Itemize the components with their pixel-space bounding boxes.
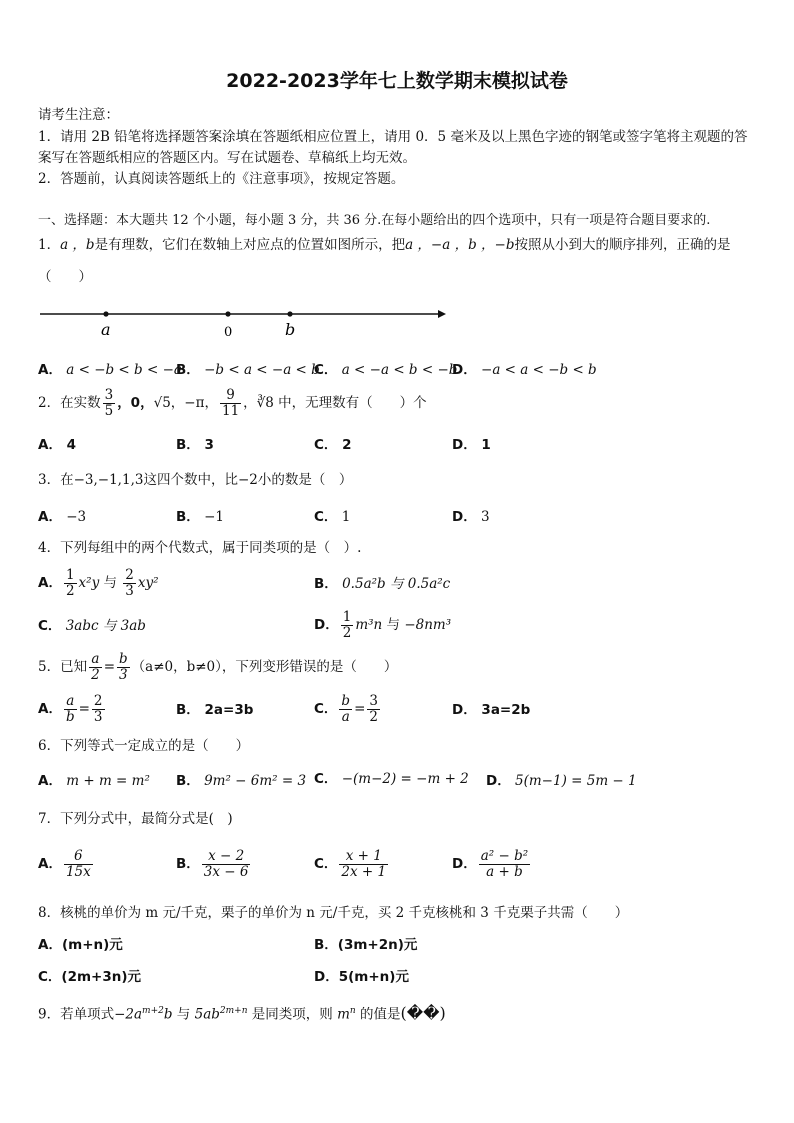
q4-option-d[interactable] bbox=[314, 608, 451, 642]
q6-option-b-label: B． bbox=[176, 773, 200, 789]
q8-option-b-label: B． bbox=[314, 937, 338, 953]
q3-option-b-label: B． bbox=[176, 509, 200, 525]
q5-option-c-label: C． bbox=[314, 701, 338, 717]
q3-option-d[interactable] bbox=[452, 508, 490, 526]
point-zero bbox=[225, 311, 230, 316]
q9-exp-n: n bbox=[349, 1006, 356, 1016]
q3-mid: 这四个数中，比 bbox=[143, 472, 238, 488]
q2-tail: 中，无理数有（ ）个 bbox=[273, 395, 427, 411]
q4-option-a-label: A． bbox=[38, 575, 62, 591]
q4-a-frac-1: $\frac{1}{2}$ bbox=[65, 567, 75, 599]
q4-a-frac-2: $\frac{2}{3}$ bbox=[125, 567, 134, 599]
q8-option-b-text: (3m+2n)元 bbox=[337, 937, 418, 953]
q7-option-c[interactable] bbox=[314, 847, 390, 881]
q1-option-d[interactable] bbox=[452, 361, 597, 379]
q4-a-term-2: xy² bbox=[137, 575, 159, 591]
question-6-stem: 6．下列等式一定成立的是（ ） bbox=[38, 738, 250, 754]
q2-sep-1: ，0， bbox=[117, 395, 154, 411]
q1-answer-paren: （ ） bbox=[38, 269, 92, 285]
q9-mid-2: 是同类项，则 bbox=[247, 1006, 338, 1023]
q6-option-c[interactable] bbox=[314, 770, 469, 788]
q8-option-c[interactable] bbox=[38, 968, 141, 986]
notice-line-2: 2．答题前，认真阅读答题纸上的《注意事项》，按规定答题。 bbox=[38, 171, 405, 187]
q4-option-b-label: B． bbox=[314, 576, 338, 592]
q7-option-a[interactable] bbox=[38, 847, 95, 881]
q7-option-d-label: D． bbox=[452, 856, 477, 872]
q7-c-fraction: $\frac{x + 1}{2x + 1}$ bbox=[341, 848, 387, 880]
q4-option-a[interactable] bbox=[38, 566, 159, 600]
question-5-stem bbox=[38, 650, 397, 684]
q8-option-a-label: A． bbox=[38, 937, 62, 953]
label-b: b bbox=[285, 320, 296, 339]
q5-option-a[interactable]: A． $\frac{a}{b}$ = $\frac{2}{3}$ bbox=[38, 693, 103, 725]
q1-option-d-text: −a < a < −b < b bbox=[481, 362, 597, 378]
q5-a-frac-1: $\frac{a}{b}$ bbox=[65, 693, 75, 725]
q1-option-a-text: a < −b < b < −a bbox=[66, 362, 182, 378]
question-1-stem bbox=[38, 236, 730, 254]
q1-option-b-text: −b < a < −a < b bbox=[204, 362, 320, 378]
point-a bbox=[103, 311, 108, 316]
q7-option-b-label: B． bbox=[176, 856, 200, 872]
q6-option-b-text: 9m² − 6m² = 3 bbox=[204, 773, 307, 789]
q6-option-c-text: −(m−2) = −m + 2 bbox=[341, 771, 469, 787]
q9-exp-2: 2m+n bbox=[219, 1006, 248, 1016]
q5-option-a-label: A． bbox=[38, 701, 62, 717]
q2-fraction-3-5: $\frac{3}{5}$ bbox=[104, 387, 114, 419]
q1-option-a-label: A． bbox=[38, 362, 62, 378]
q2-option-d-label: D． bbox=[452, 437, 477, 453]
q3-option-d-text: 3 bbox=[481, 509, 490, 525]
q9-paren: (��) bbox=[400, 1003, 446, 1023]
q4-option-c[interactable] bbox=[38, 617, 146, 635]
q2-sep-2: ， bbox=[170, 395, 185, 411]
q1-option-b-label: B． bbox=[176, 362, 200, 378]
q9-term-2: 5ab bbox=[194, 1006, 220, 1023]
q2-option-c-text: 2 bbox=[342, 437, 352, 453]
q2-fraction-9-11: $\frac{9}{11}$ bbox=[221, 387, 240, 419]
q2-sep-4: ， bbox=[243, 395, 257, 411]
q8-option-b[interactable] bbox=[314, 936, 417, 954]
q2-sep-3: ， bbox=[204, 395, 218, 411]
q1-option-c[interactable] bbox=[314, 361, 457, 379]
q2-option-a-text: 4 bbox=[66, 437, 77, 453]
q7-option-d[interactable] bbox=[452, 847, 532, 881]
q9-term-1: −2a bbox=[114, 1006, 143, 1023]
q4-a-mid: 与 bbox=[99, 575, 122, 591]
q2-option-d[interactable] bbox=[452, 436, 491, 454]
number-line bbox=[38, 302, 448, 342]
q5-number: 5．已知 bbox=[38, 659, 88, 675]
notice-line-1b: 案写在答题纸相应的答题区内。写在试题卷、草稿纸上均无效。 bbox=[38, 150, 416, 166]
q7-option-c-label: C． bbox=[314, 856, 338, 872]
q8-option-a-text: (m+n)元 bbox=[61, 937, 123, 953]
q2-option-d-text: 1 bbox=[481, 437, 491, 453]
q6-option-a[interactable] bbox=[38, 772, 150, 790]
q9-m: m bbox=[337, 1006, 350, 1023]
q1-vars-2: a ，−a ，b ，−b bbox=[405, 237, 515, 253]
page-title: 2022-2023学年七上数学期末模拟试卷 bbox=[226, 70, 568, 92]
q9-mid: 与 bbox=[172, 1006, 195, 1023]
q3-tail: 小的数是（ ） bbox=[257, 472, 353, 488]
q2-cbrt8: ∛8 bbox=[256, 395, 274, 411]
q2-option-a[interactable] bbox=[38, 436, 76, 454]
q2-neg-pi: −π bbox=[184, 395, 205, 411]
q8-option-c-label: C． bbox=[38, 969, 62, 985]
section-heading: 一、选择题：本大题共 12 个小题，每小题 3 分，共 36 分.在每小题给出的四个选项中，只有一项是符合题目要求的. bbox=[38, 213, 711, 228]
q4-d-frac: $\frac{1}{2}$ bbox=[342, 609, 352, 641]
q6-option-d-label: D． bbox=[486, 773, 511, 789]
q4-option-b-text: 0.5a²b 与 0.5a²c bbox=[342, 576, 451, 592]
q2-option-b[interactable] bbox=[176, 436, 214, 454]
q2-number: 2．在实数 bbox=[38, 395, 101, 411]
q1-text-1: 是有理数，它们在数轴上对应点的位置如图所示，把 bbox=[94, 237, 406, 253]
q7-a-fraction: $\frac{6}{15x}$ bbox=[65, 848, 91, 880]
q1-option-c-label: C． bbox=[314, 362, 338, 378]
notice-line-1a: 1．请用 2B 铅笔将选择题答案涂填在答题纸相应位置上，请用 0．5 毫米及以上黑色字迹的钢笔或签字笔将主观题的答 bbox=[38, 129, 748, 145]
number-line-arrow bbox=[438, 310, 446, 318]
q3-number: 3．在 bbox=[38, 472, 74, 488]
q5-c-frac-2: $\frac{3}{2}$ bbox=[369, 693, 378, 725]
q5-option-d-label: D． bbox=[452, 702, 477, 718]
point-b bbox=[287, 311, 292, 316]
question-4-stem: 4．下列每组中的两个代数式，属于同类项的是（ ）. bbox=[38, 540, 362, 556]
q5-option-b-text: 2a=3b bbox=[204, 702, 254, 718]
q5-option-d[interactable] bbox=[452, 701, 530, 719]
question-9-stem bbox=[38, 1002, 446, 1024]
q4-option-c-label: C． bbox=[38, 618, 62, 634]
q2-option-a-label: A． bbox=[38, 437, 62, 453]
q4-a-term-1: x²y bbox=[78, 575, 100, 591]
q2-option-c-label: C． bbox=[314, 437, 338, 453]
q3-option-a-label: A． bbox=[38, 509, 62, 525]
q9-term-1b: b bbox=[163, 1006, 173, 1023]
q8-option-d[interactable] bbox=[314, 968, 409, 986]
q4-option-d-label: D． bbox=[314, 617, 339, 633]
question-7-stem: 7．下列分式中，最简分式是( ) bbox=[38, 811, 233, 827]
q1-option-d-label: D． bbox=[452, 362, 477, 378]
question-8-stem: 8．核桃的单价为 m 元/千克，栗子的单价为 n 元/千克，买 2 千克核桃和 3 千克栗子共需（ ） bbox=[38, 905, 629, 921]
q3-option-b-text: −1 bbox=[204, 509, 224, 525]
q5-tail: （a≠0，b≠0），下列变形错误的是（ ） bbox=[131, 659, 398, 675]
q6-option-a-label: A． bbox=[38, 773, 62, 789]
q5-option-b-label: B． bbox=[176, 702, 200, 718]
q8-option-d-text: 5(m+n)元 bbox=[338, 969, 409, 985]
q6-option-d[interactable] bbox=[486, 772, 637, 790]
q5-c-frac-1: $\frac{b}{a}$ bbox=[341, 693, 351, 725]
q4-option-c-text: 3abc 与 3ab bbox=[65, 618, 146, 634]
q3-option-a-text: −3 bbox=[66, 509, 87, 525]
q2-option-b-text: 3 bbox=[204, 437, 214, 453]
q3-option-d-label: D． bbox=[452, 509, 477, 525]
q6-option-c-label: C． bbox=[314, 771, 338, 787]
q7-option-b[interactable] bbox=[176, 847, 252, 881]
q5-equals: = bbox=[103, 659, 115, 675]
q9-number: 9．若单项式 bbox=[38, 1006, 115, 1023]
q5-frac-a-2: $\frac{a}{2}$ bbox=[91, 651, 100, 683]
q3-option-c-label: C． bbox=[314, 509, 338, 525]
q3-option-c[interactable] bbox=[314, 508, 350, 526]
q5-option-b[interactable] bbox=[176, 701, 253, 719]
q4-option-b[interactable] bbox=[314, 575, 450, 593]
notice-heading: 请考生注意： bbox=[38, 107, 119, 123]
q1-option-a[interactable] bbox=[38, 361, 182, 379]
q7-b-fraction: $\frac{x - 2}{3x - 6}$ bbox=[203, 848, 249, 880]
q5-a-frac-2: $\frac{2}{3}$ bbox=[93, 693, 103, 725]
q3-option-b[interactable] bbox=[176, 508, 224, 526]
q2-option-c[interactable] bbox=[314, 436, 352, 454]
q1-number: 1． bbox=[38, 237, 61, 253]
q8-option-c-text: (2m+3n)元 bbox=[61, 969, 142, 985]
q8-option-d-label: D． bbox=[314, 969, 339, 985]
q3-option-a[interactable] bbox=[38, 508, 86, 526]
q6-option-a-text: m + m = m² bbox=[66, 773, 150, 789]
label-a: a bbox=[101, 320, 111, 339]
q5-option-c[interactable]: C． $\frac{b}{a}$ = $\frac{3}{2}$ bbox=[314, 693, 378, 725]
q6-option-d-text: 5(m−1) = 5m − 1 bbox=[515, 773, 637, 789]
q4-d-term-1: m³n bbox=[355, 617, 383, 633]
q6-option-b[interactable] bbox=[176, 772, 306, 790]
question-2-stem bbox=[38, 386, 427, 420]
q3-neg2: −2 bbox=[237, 472, 258, 488]
q7-option-a-label: A． bbox=[38, 856, 62, 872]
q5-option-d-text: 3a=2b bbox=[481, 702, 531, 718]
q8-option-a[interactable] bbox=[38, 936, 123, 954]
q1-vars-1: a ，b bbox=[60, 237, 95, 253]
label-zero: 0 bbox=[224, 325, 233, 340]
q1-option-b[interactable] bbox=[176, 361, 320, 379]
q2-option-b-label: B． bbox=[176, 437, 200, 453]
q1-text-2: 按照从小到大的顺序排列，正确的是 bbox=[514, 237, 731, 253]
q1-option-c-text: a < −a < b < −b bbox=[341, 362, 458, 378]
q9-exp-1: m+2 bbox=[142, 1006, 164, 1016]
q4-d-mid: 与 bbox=[382, 617, 405, 633]
q9-tail: 的值是 bbox=[355, 1006, 401, 1023]
q5-frac-b-3: $\frac{b}{3}$ bbox=[119, 651, 128, 683]
q3-option-c-text: 1 bbox=[341, 509, 351, 525]
question-3-stem bbox=[38, 471, 352, 489]
q4-d-term-2: −8nm³ bbox=[404, 617, 452, 633]
q7-d-fraction: $\frac{\text{a² − b²}}{a + b}$ bbox=[480, 848, 529, 880]
q3-numbers: −3,−1,1,3 bbox=[73, 472, 144, 488]
q2-sqrt5: √5 bbox=[153, 395, 171, 411]
